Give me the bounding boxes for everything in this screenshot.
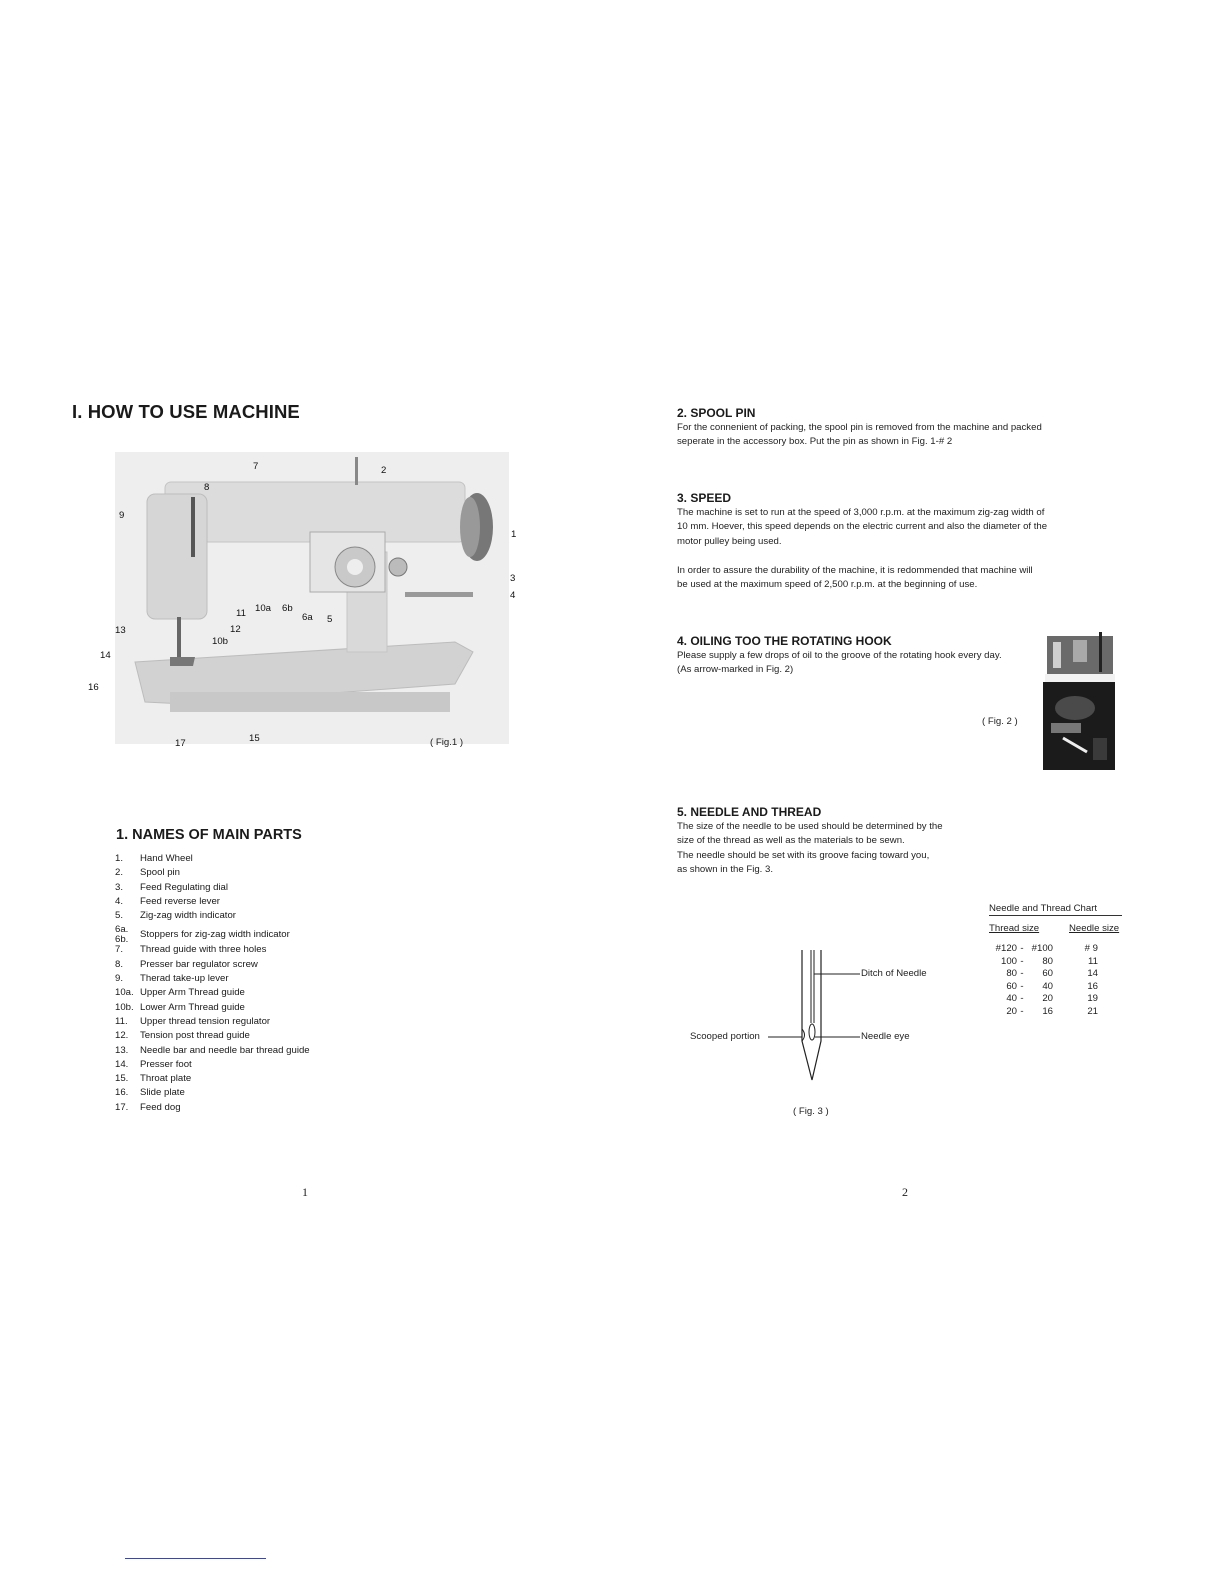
part-label: Needle bar and needle bar thread guide xyxy=(140,1044,310,1056)
callout-17: 17 xyxy=(175,738,186,749)
needle-thread-table xyxy=(989,943,1104,1018)
list-item xyxy=(115,1086,310,1100)
callout-3: 3 xyxy=(510,573,516,584)
callout-6a: 6a xyxy=(302,612,313,623)
figure-3-caption: ( Fig. 3 ) xyxy=(793,1106,829,1117)
part-number: 6a. xyxy=(115,924,129,936)
part-number: 12. xyxy=(115,1030,129,1042)
parts-list xyxy=(115,852,310,1115)
part-number: 3. xyxy=(115,881,124,893)
list-item xyxy=(115,852,310,866)
figure-2-caption: ( Fig. 2 ) xyxy=(982,716,1018,727)
callout-16: 16 xyxy=(88,682,99,693)
callout-5: 5 xyxy=(327,614,333,625)
part-label: Feed Regulating dial xyxy=(140,881,229,893)
part-number: 5. xyxy=(115,910,124,922)
table-row xyxy=(989,943,1104,956)
needle-size: 19 xyxy=(1087,993,1098,1004)
text-line: In order to assure the durability of the machine, it is redommended that machine will xyxy=(677,565,1033,576)
needle-size: # 9 xyxy=(1084,943,1098,954)
part-number: 7. xyxy=(115,944,124,956)
oiling-title: 4. OILING TOO THE ROTATING HOOK xyxy=(677,634,892,648)
part-number: 11. xyxy=(115,1015,128,1027)
table-row xyxy=(989,1006,1104,1019)
list-item xyxy=(115,1058,310,1072)
thread-size-from: 20 xyxy=(1006,1005,1017,1017)
part-label: Feed reverse lever xyxy=(140,895,220,907)
part-number: 10a. xyxy=(115,987,134,999)
thread-size-header: Thread size xyxy=(989,923,1040,934)
callout-10b: 10b xyxy=(212,636,229,647)
part-number: 17. xyxy=(115,1101,129,1113)
thread-size-from: 80 xyxy=(1006,968,1017,979)
text-line: The size of the needle to be used should be determined by the xyxy=(677,821,943,832)
section-title: I. HOW TO USE MACHINE xyxy=(72,401,300,422)
needle-thread-text xyxy=(677,820,943,877)
list-item xyxy=(115,1044,310,1058)
thread-size-from: #120 xyxy=(995,943,1017,954)
chart-title: Needle and Thread Chart xyxy=(989,903,1098,914)
part-number: 8. xyxy=(115,958,124,970)
part-label: Spool pin xyxy=(140,867,181,879)
speed-text-2 xyxy=(677,564,1033,593)
figure-1-caption: ( Fig.1 ) xyxy=(430,737,464,748)
rotating-hook-photo xyxy=(1043,628,1115,773)
table-row xyxy=(989,993,1104,1006)
thread-size-to: 20 xyxy=(1042,993,1053,1004)
list-item xyxy=(115,943,310,957)
needle-size: 11 xyxy=(1088,955,1098,967)
callout-1: 1 xyxy=(511,529,517,540)
dash: - xyxy=(1020,993,1024,1004)
part-label: Stoppers for zig-zag width indicator xyxy=(140,929,290,941)
list-item xyxy=(115,866,310,880)
callout-14: 14 xyxy=(100,650,111,661)
list-item xyxy=(115,909,310,923)
text-line: The machine is set to run at the speed of 3,000 r.p.m. at the maximum zig-zag width of xyxy=(677,507,1045,518)
part-number: 2. xyxy=(115,867,124,879)
figure-2 xyxy=(1043,628,1115,773)
part-number: 1. xyxy=(115,853,124,864)
table-row xyxy=(989,968,1104,981)
thread-size-to: 60 xyxy=(1042,968,1053,979)
part-number: 15. xyxy=(115,1073,129,1085)
part-label: Hand Wheel xyxy=(140,853,193,864)
callout-13: 13 xyxy=(115,625,126,636)
parts-title: 1. NAMES OF MAIN PARTS xyxy=(116,827,302,843)
text-line: motor pulley being used. xyxy=(677,535,782,547)
thread-size-from: 100 xyxy=(1000,955,1017,967)
part-number: 10b. xyxy=(115,1001,134,1013)
part-number: 14. xyxy=(115,1058,129,1070)
callout-10a: 10a xyxy=(255,603,272,614)
text-line: (As arrow-marked in Fig. 2) xyxy=(677,664,794,676)
list-item xyxy=(115,958,310,972)
part-number: 13. xyxy=(115,1044,129,1056)
text-line: seperate in the accessory box. Put the pin as shown in Fig. 1-# 2 xyxy=(677,436,953,448)
needle-size: 21 xyxy=(1087,1005,1098,1017)
part-label: Feed dog xyxy=(140,1101,181,1113)
text-line: Please supply a few drops of oil to the groove of the rotating hook every day. xyxy=(677,650,1002,661)
needle-size-header: Needle size xyxy=(1069,923,1120,934)
needle-eye-label: Needle eye xyxy=(861,1031,910,1042)
text-line: size of the thread as well as the materials to be sewn. xyxy=(677,835,905,847)
callout-4: 4 xyxy=(510,590,516,601)
text-line: The needle should be set with its groove facing toward you, xyxy=(677,849,930,861)
part-label: Presser bar regulator screw xyxy=(140,958,258,970)
dash: - xyxy=(1020,968,1024,979)
oiling-text xyxy=(677,649,1002,678)
thread-size-from: 40 xyxy=(1006,993,1017,1004)
needle-thread-title: 5. NEEDLE AND THREAD xyxy=(677,805,822,819)
thread-size-to: 80 xyxy=(1042,955,1053,967)
list-item xyxy=(115,1072,310,1086)
callout-12: 12 xyxy=(230,624,241,635)
speed-text xyxy=(677,506,1047,549)
callout-15: 15 xyxy=(249,733,260,744)
list-item xyxy=(115,881,310,895)
list-item xyxy=(115,923,310,946)
list-item xyxy=(115,1101,310,1115)
thread-size-to: 40 xyxy=(1042,980,1053,992)
part-number: 6b. xyxy=(115,934,129,946)
part-label: Slide plate xyxy=(140,1087,185,1099)
text-line: 10 mm. Hoever, this speed depends on the electric current and also the diameter of the xyxy=(677,521,1048,533)
list-item xyxy=(115,1015,310,1029)
scooped-label: Scooped portion xyxy=(690,1031,760,1042)
part-label: Lower Arm Thread guide xyxy=(140,1001,245,1013)
part-label: Upper thread tension regulator xyxy=(140,1015,271,1027)
text-line: as shown in the Fig. 3. xyxy=(677,863,773,875)
callout-2: 2 xyxy=(381,465,387,476)
speed-title: 3. SPEED xyxy=(677,491,732,505)
list-item xyxy=(115,895,310,909)
part-label: Zig-zag width indicator xyxy=(140,910,236,922)
chart-title-underline xyxy=(989,915,1122,916)
part-number: 16. xyxy=(115,1087,129,1099)
dash: - xyxy=(1020,943,1024,954)
text-line: be used at the maximum speed of 2,500 r.p.m. at the beginning of use. xyxy=(677,579,978,591)
part-label: Therad take-up lever xyxy=(140,973,229,985)
page-number-left: 1 xyxy=(302,1185,308,1199)
part-label: Presser foot xyxy=(140,1058,192,1070)
callout-11: 11 xyxy=(236,608,246,619)
thread-size-to: #100 xyxy=(1031,943,1053,954)
link-underline[interactable] xyxy=(125,1558,266,1559)
part-label: Upper Arm Thread guide xyxy=(140,987,245,999)
list-item xyxy=(115,1029,310,1043)
callout-8: 8 xyxy=(204,482,210,493)
needle-diagram xyxy=(680,945,1000,1085)
figure-1 xyxy=(88,452,517,749)
thread-size-to: 16 xyxy=(1042,1005,1053,1017)
page-number-right: 2 xyxy=(902,1185,908,1199)
dash: - xyxy=(1020,1005,1024,1017)
figure-3 xyxy=(680,945,1000,1085)
spool-pin-text xyxy=(677,421,1042,450)
dash: - xyxy=(1020,955,1024,967)
list-item xyxy=(115,1001,310,1015)
callout-9: 9 xyxy=(119,510,125,521)
thread-size-from: 60 xyxy=(1006,980,1017,992)
list-item xyxy=(115,986,310,1000)
part-number: 9. xyxy=(115,973,124,985)
part-label: Tension post thread guide xyxy=(140,1030,250,1042)
needle-size: 14 xyxy=(1087,968,1098,979)
part-label: Thread guide with three holes xyxy=(140,944,267,956)
text-line: For the connenient of packing, the spool pin is removed from the machine and packed xyxy=(677,422,1042,433)
table-row xyxy=(989,956,1104,969)
part-number: 4. xyxy=(115,895,124,907)
spool-pin-title: 2. SPOOL PIN xyxy=(677,406,756,420)
callout-6b: 6b xyxy=(282,603,293,614)
ditch-label: Ditch of Needle xyxy=(861,968,927,979)
dash: - xyxy=(1020,980,1024,992)
list-item xyxy=(115,972,310,986)
needle-size: 16 xyxy=(1087,980,1098,992)
sewing-machine-illustration xyxy=(115,452,509,744)
callout-7: 7 xyxy=(253,461,259,472)
part-label: Throat plate xyxy=(140,1073,192,1085)
table-row xyxy=(989,981,1104,994)
